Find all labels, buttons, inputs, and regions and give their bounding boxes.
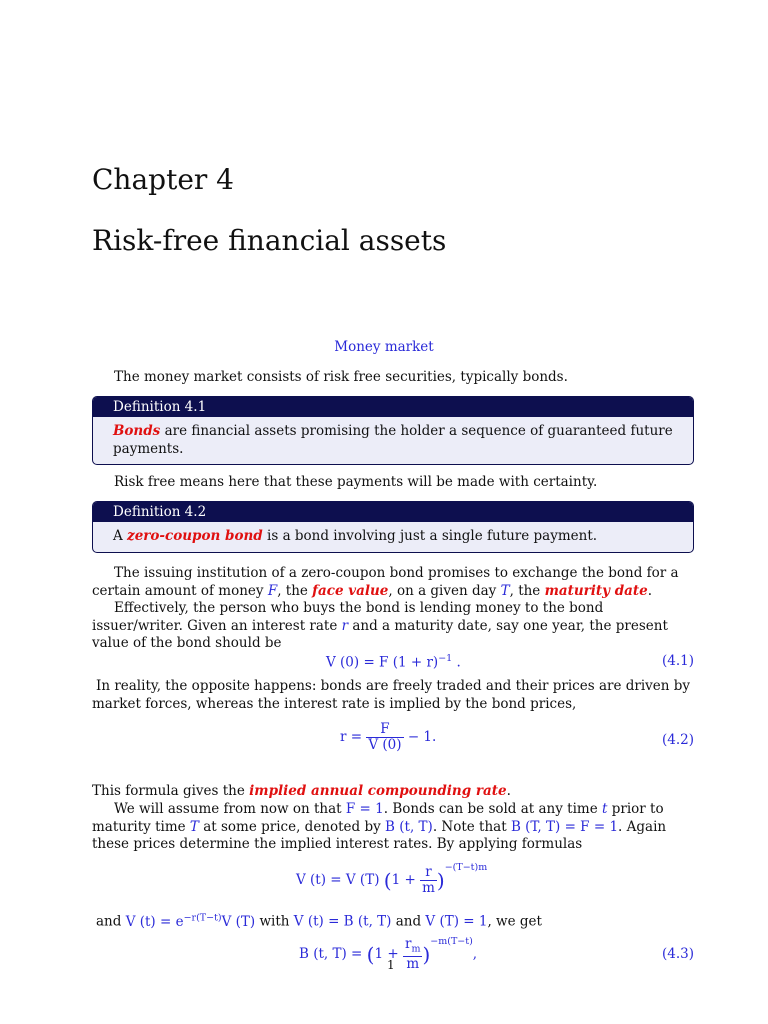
text-run: . — [506, 783, 511, 799]
text-run: . Again these prices determine the implied interest rates. By applying formulas — [92, 818, 667, 852]
paren-open: ( — [383, 868, 392, 893]
equation-tail: , — [472, 946, 478, 962]
math-inline: F = 1 — [345, 801, 384, 817]
paragraph-risk-free: Risk free means here that these payments will be made with certainty. — [114, 474, 598, 490]
text-run: , on a given day — [388, 582, 501, 599]
definition-body — [93, 522, 693, 552]
equation-lhs: V (t) = V (T) — [296, 872, 380, 888]
text-run: and a maturity date, say one year, the present value of the bond should be — [92, 617, 668, 651]
numerator-var: r — [404, 935, 412, 952]
term-implied-rate: implied annual compounding rate — [249, 783, 507, 799]
math-var: T — [189, 818, 199, 835]
fraction-denominator: m — [406, 956, 420, 973]
section-link[interactable] — [0, 339, 768, 355]
equation-lhs: r = — [340, 729, 363, 745]
fraction — [420, 865, 437, 896]
term-face-value: face value — [312, 582, 389, 599]
math-var: T — [500, 582, 510, 599]
text-run: at some price, denoted by — [198, 818, 386, 835]
fraction — [403, 937, 422, 973]
paragraph-intro: The money market consists of risk free securities, typically bonds. — [114, 369, 568, 385]
equation-body — [296, 862, 487, 896]
fraction-numerator: F — [366, 722, 403, 738]
equation-lhs: V (0) = F (1 + r) — [326, 654, 439, 671]
paragraph-formula — [92, 783, 694, 801]
paragraph-reality: In reality, the opposite happens: bonds are freely traded and their prices are driven by market forces, whereas the interest rate is implied by the bond prices, — [92, 678, 691, 712]
text-run: We will assume from now on that — [114, 801, 346, 817]
equation-body — [326, 653, 461, 671]
definition-term: zero-coupon bond — [127, 528, 263, 544]
definition-header: Definition 4.2 — [93, 502, 693, 522]
paragraph-issuing — [92, 565, 694, 600]
equation-tail: . — [456, 654, 461, 671]
definition-header: Definition 4.1 — [93, 397, 693, 417]
chapter-title: Risk-free financial assets — [92, 224, 447, 257]
definition-body — [93, 417, 693, 464]
math-sup: −r(T−t) — [183, 912, 222, 923]
text-run: Effectively, the person who buys the bond is lending money to the bond issuer/writer. Given an interest rate — [92, 600, 604, 634]
text-run: prior to maturity time — [92, 801, 664, 835]
stray-digit: 1 — [387, 958, 395, 972]
math-inline — [126, 914, 256, 930]
text-run: , the — [509, 582, 545, 599]
text-run: . Bonds can be sold at any time — [383, 801, 602, 817]
definition-text: are financial assets promising the holder a sequence of guaranteed future payments. — [113, 423, 673, 457]
definition-term: Bonds — [113, 423, 161, 439]
text-run: , we get — [487, 913, 542, 930]
paragraph-effective — [92, 600, 694, 653]
math-part: V (T) — [221, 913, 256, 930]
definition-text: is a bond involving just a single future payment. — [262, 528, 598, 544]
math-inline: B (T, T) = F = 1 — [510, 818, 619, 835]
math-var: F — [267, 582, 278, 599]
math-inline: V (t) = B (t, T) — [293, 913, 392, 930]
text-run: The issuing institution of a zero-coupon bond promises to exchange the bond for a certain amount of money — [92, 565, 679, 599]
equation-lhs: B (t, T) = — [299, 946, 363, 962]
term-maturity-date: maturity date — [544, 582, 648, 599]
equation-tail: − 1. — [407, 729, 437, 745]
math-var: t — [602, 801, 608, 817]
text-run: . Note that — [432, 818, 511, 835]
text-run: and — [391, 913, 426, 930]
text-run: This formula gives the — [92, 783, 250, 799]
equation-body — [340, 722, 436, 753]
paren-close: ) — [422, 942, 431, 967]
section-link-text[interactable]: Money market — [334, 339, 434, 355]
text-run: and — [96, 913, 126, 930]
fraction-numerator — [403, 937, 422, 958]
equation-sup: −(T−t)m — [444, 862, 488, 873]
math-part: V (t) = e — [125, 913, 184, 930]
equation-one: 1 + — [391, 872, 416, 888]
equation-sup: −m(T−t) — [430, 936, 473, 947]
paren-open: ( — [366, 942, 375, 967]
equation-number: (4.3) — [661, 946, 694, 962]
equation-sup: −1 — [438, 653, 453, 664]
fraction-denominator: m — [422, 880, 435, 896]
math-inline: V (T) = 1 — [425, 913, 488, 930]
math-var: r — [341, 617, 349, 634]
fraction-denominator: V (0) — [368, 737, 402, 753]
equation-number: (4.1) — [661, 653, 694, 669]
paragraph-assume — [92, 801, 694, 854]
text-run: . — [647, 582, 653, 599]
math-inline: B (t, T) — [385, 818, 433, 835]
definition-box-1 — [92, 396, 694, 465]
paragraph-and — [96, 909, 696, 931]
numerator-sub: m — [411, 943, 421, 955]
definition-prefix: A — [113, 528, 128, 544]
equation-number: (4.2) — [661, 732, 694, 748]
text-run: , the — [277, 582, 313, 599]
fraction — [366, 722, 403, 753]
paren-close: ) — [436, 868, 445, 893]
fraction-numerator: r — [420, 865, 437, 881]
equation-one: 1 + — [374, 946, 399, 962]
chapter-number: Chapter 4 — [92, 163, 234, 196]
definition-box-2 — [92, 501, 694, 553]
text-run: with — [255, 913, 294, 930]
